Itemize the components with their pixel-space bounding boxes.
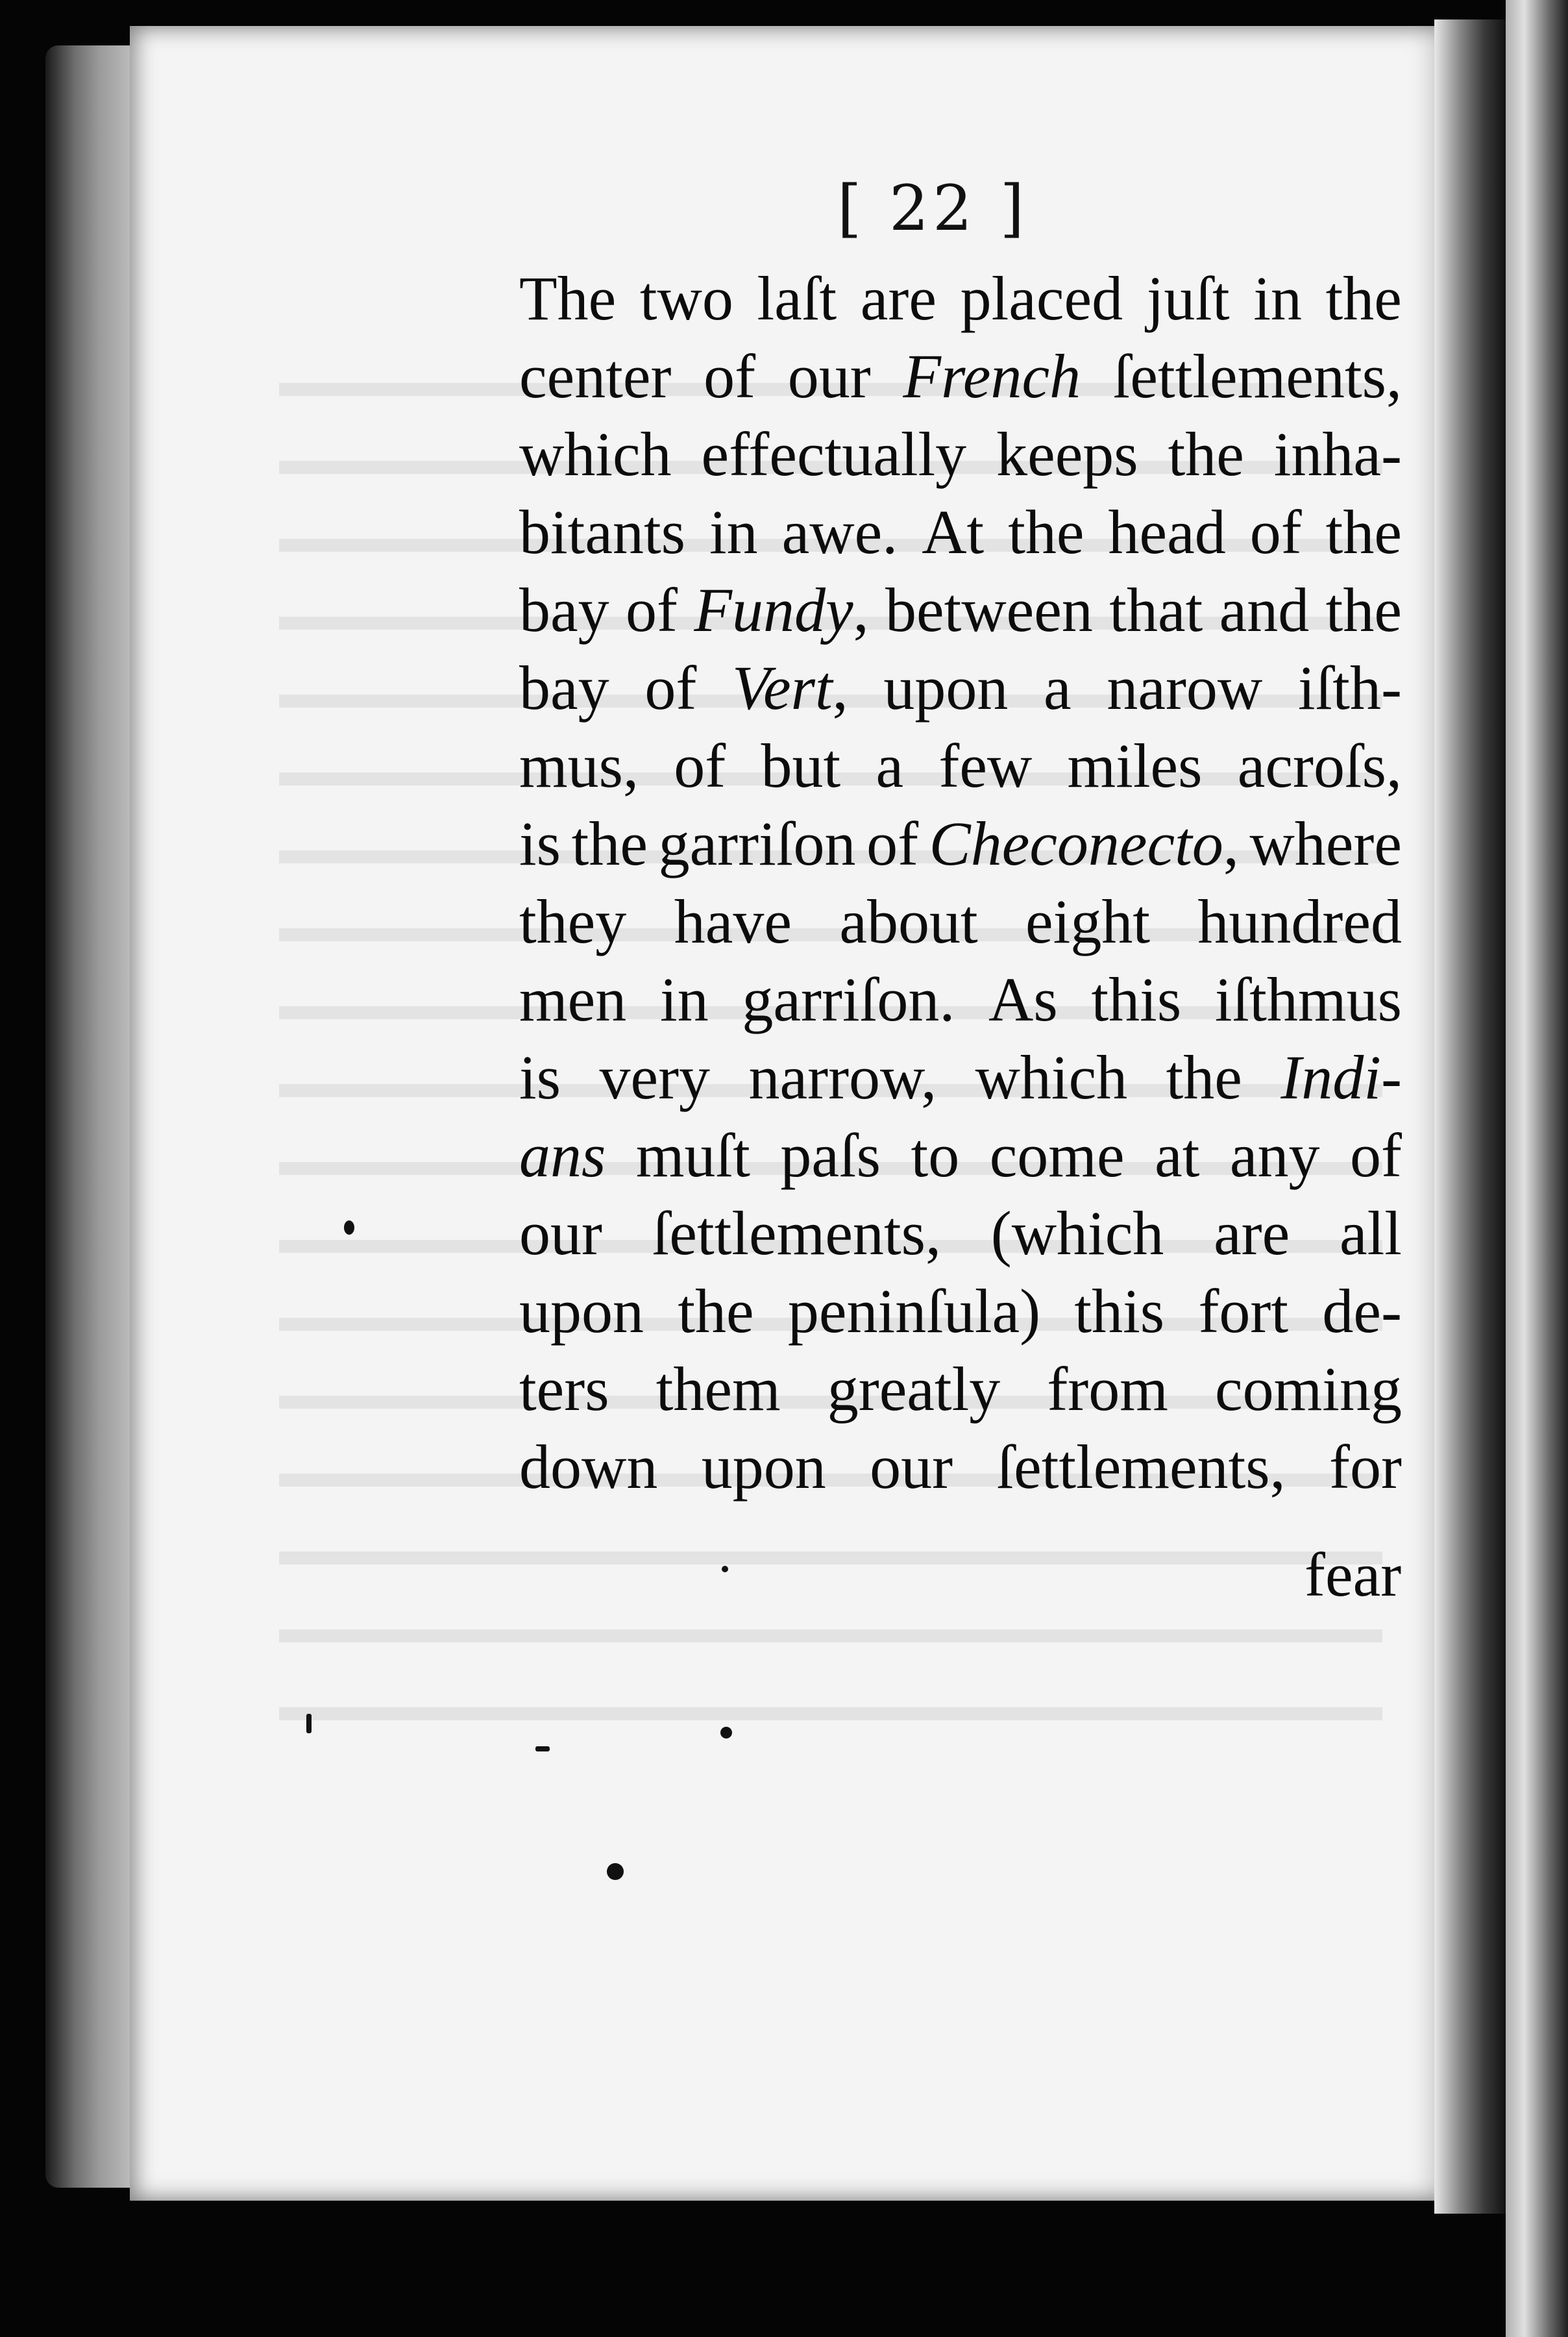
word: the: [1166, 1043, 1242, 1112]
word: in: [709, 497, 758, 567]
word: of: [704, 341, 756, 411]
text-line: [519, 1272, 1402, 1350]
word: which: [519, 419, 672, 489]
word: have: [674, 887, 792, 956]
ink-speck: [722, 1566, 728, 1572]
word: ans: [519, 1120, 606, 1190]
word: Fundy,: [694, 575, 869, 645]
text-line: [519, 338, 1402, 415]
text-line: [519, 1350, 1402, 1428]
word: narow: [1107, 653, 1263, 723]
word: garriſon.: [742, 965, 955, 1034]
word: for: [1329, 1432, 1402, 1502]
word: peninſula): [787, 1276, 1041, 1346]
word: few: [938, 731, 1033, 800]
word: upon: [519, 1276, 644, 1346]
word: Indi-: [1280, 1043, 1402, 1112]
word: down: [519, 1432, 658, 1502]
word: garriſon: [658, 809, 856, 878]
word: this: [1074, 1276, 1165, 1346]
word: iſth-: [1297, 653, 1402, 723]
word: hundred: [1197, 887, 1402, 956]
word: our: [787, 341, 871, 411]
text-line: [519, 883, 1402, 961]
word: the: [1008, 497, 1084, 567]
word: two: [639, 264, 733, 333]
word: effectually: [701, 419, 967, 489]
word: but: [761, 731, 841, 800]
word: about: [839, 887, 978, 956]
word: to: [911, 1120, 960, 1190]
word: ſettlements,: [1112, 341, 1402, 411]
text-line: [519, 415, 1402, 493]
page-number: [ 22 ]: [837, 172, 1029, 245]
word: of: [626, 575, 678, 645]
left-page-edge: [45, 45, 143, 2188]
word: center: [519, 341, 672, 411]
ink-speck: [607, 1863, 624, 1880]
word: coming: [1215, 1354, 1402, 1424]
word: of: [1349, 1120, 1402, 1190]
word: between: [885, 575, 1093, 645]
word: upon: [883, 653, 1009, 723]
word: of: [644, 653, 697, 723]
ink-speck: [720, 1727, 732, 1738]
word: ſettlements,: [996, 1432, 1286, 1502]
ink-speck: [535, 1746, 550, 1751]
catchword: fear: [1305, 1540, 1402, 1609]
word: our: [870, 1432, 953, 1502]
word: paſs: [780, 1120, 881, 1190]
word: this: [1091, 965, 1182, 1034]
word: awe.: [781, 497, 898, 567]
text-line: [519, 1194, 1402, 1272]
word: the: [678, 1276, 754, 1346]
word: they: [519, 887, 627, 956]
word: the: [1168, 419, 1244, 489]
text-line: [519, 571, 1402, 649]
word: in: [1253, 264, 1302, 333]
body-text: [519, 260, 1402, 1506]
gutter-shadow: [1434, 19, 1506, 2214]
word: muſt: [635, 1120, 750, 1190]
word: very: [599, 1043, 711, 1112]
text-line: [519, 493, 1402, 571]
word: a: [876, 731, 904, 800]
word: the: [1325, 264, 1402, 333]
word: mus,: [519, 731, 639, 800]
word: iſthmus: [1214, 965, 1402, 1034]
word: men: [519, 965, 627, 1034]
facing-page-edge: [1506, 0, 1568, 2337]
text-line: [519, 260, 1402, 338]
word: miles: [1067, 731, 1203, 800]
word: At: [922, 497, 985, 567]
word: greatly: [827, 1354, 1001, 1424]
text-line: [519, 961, 1402, 1039]
word: of: [674, 731, 726, 800]
word: which: [975, 1043, 1128, 1112]
ink-speck: [344, 1220, 354, 1235]
word: are: [1214, 1198, 1290, 1268]
text-line: [519, 1428, 1402, 1506]
word: is: [519, 1043, 561, 1112]
text-line: [519, 649, 1402, 727]
word: upon: [701, 1432, 826, 1502]
word: bay: [519, 575, 609, 645]
word: where: [1249, 809, 1402, 878]
word: Checonecto,: [929, 809, 1239, 878]
word: that: [1109, 575, 1203, 645]
word: ſettlements,: [652, 1198, 941, 1268]
word: is: [519, 809, 561, 878]
word: keeps: [996, 419, 1138, 489]
word: French: [903, 341, 1081, 411]
word: and: [1219, 575, 1310, 645]
word: narrow,: [748, 1043, 937, 1112]
word: de-: [1322, 1276, 1402, 1346]
word: inha-: [1273, 419, 1402, 489]
word: the: [571, 809, 648, 878]
word: bitants: [519, 497, 685, 567]
word: in: [660, 965, 709, 1034]
word: Vert,: [731, 653, 848, 723]
word: the: [1325, 497, 1402, 567]
word: eight: [1025, 887, 1150, 956]
word: any: [1229, 1120, 1320, 1190]
word: (which: [990, 1198, 1164, 1268]
text-line: [519, 727, 1402, 805]
word: ters: [519, 1354, 609, 1424]
word: are: [860, 264, 937, 333]
text-line: [519, 1039, 1402, 1117]
word: our: [519, 1198, 602, 1268]
word: head: [1108, 497, 1226, 567]
word: juſt: [1146, 264, 1230, 333]
word: of: [866, 809, 919, 878]
ink-speck: [306, 1714, 312, 1733]
word: all: [1340, 1198, 1402, 1268]
word: placed: [960, 264, 1123, 333]
word: of: [1249, 497, 1302, 567]
word: As: [988, 965, 1058, 1034]
word: come: [989, 1120, 1125, 1190]
word: fort: [1198, 1276, 1289, 1346]
word: The: [519, 264, 617, 333]
word: acroſs,: [1237, 731, 1402, 800]
text-line: [519, 1117, 1402, 1194]
text-line: [519, 805, 1402, 883]
word: a: [1044, 653, 1072, 723]
word: the: [1325, 575, 1402, 645]
word: laſt: [757, 264, 837, 333]
word: from: [1047, 1354, 1168, 1424]
word: them: [655, 1354, 781, 1424]
word: bay: [519, 653, 609, 723]
word: at: [1155, 1120, 1200, 1190]
